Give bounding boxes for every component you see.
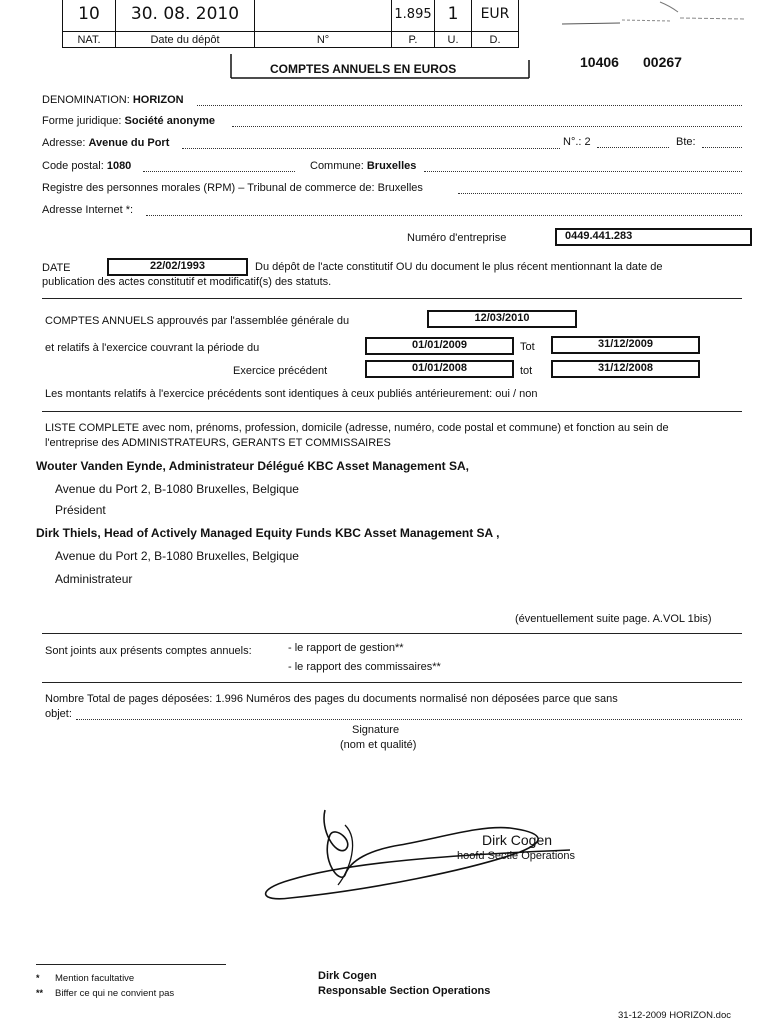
commune-field <box>310 160 416 172</box>
person-2-role: Administrateur <box>55 572 133 586</box>
date-value: 30. 08. 2010 <box>130 4 240 24</box>
adresse-dotted-line <box>182 148 560 149</box>
person-2-address: Avenue du Port 2, B-1080 Bruxelles, Belgique <box>55 549 299 563</box>
footnote-1-mark: * <box>36 973 40 983</box>
tot-label-1: Tot <box>520 341 535 353</box>
header-scribble <box>560 0 750 30</box>
d-cell <box>472 0 519 32</box>
person-1-name: Wouter Vanden Eynde, Administrateur Délégué KBC Asset Management SA, <box>36 459 469 473</box>
footnote-2: Biffer ce qui ne convient pas <box>55 988 175 999</box>
joints-label: Sont joints aux présents comptes annuels: <box>45 645 252 657</box>
u-value: 1 <box>447 4 459 24</box>
identical-amounts-text: Les montants relatifs à l'exercice précédents sont identiques à ceux publiés antérieurement: oui / non <box>45 388 538 400</box>
nat-value: 10 <box>78 4 100 24</box>
suite-note: (éventuellement suite page. A.VOL 1bis) <box>515 613 712 625</box>
divider-1 <box>42 298 742 299</box>
divider-3 <box>42 633 742 634</box>
date-description-line2: publication des actes constitutif et modificatif(s) des statuts. <box>42 276 332 288</box>
adresse-field <box>42 137 169 149</box>
stamp-role: hoofd Sectie Operations <box>457 850 576 862</box>
reference-number-b: 00267 <box>643 54 682 70</box>
approved-date-value: 12/03/2010 <box>474 312 530 324</box>
forme-field <box>42 115 215 127</box>
liste-intro-line2: l'entreprise des ADMINISTRATEURS, GERANTS ET COMMISSAIRES <box>45 437 391 449</box>
divider-2 <box>42 411 742 412</box>
period-to-value: 31/12/2009 <box>597 338 654 350</box>
footnote-1: Mention facultative <box>55 973 135 984</box>
previous-from-box <box>365 360 514 378</box>
numero-entreprise-box <box>555 228 752 246</box>
commune-label: Commune: <box>310 160 364 172</box>
previous-from-value: 01/01/2008 <box>411 362 468 374</box>
approved-label: COMPTES ANNUELS approuvés par l'assemblée générale du <box>45 315 350 327</box>
adresse-value: Avenue du Port <box>88 137 170 149</box>
code-postal-label: Code postal: <box>42 160 104 172</box>
pages-dotted-line <box>76 719 742 720</box>
date-description-line1: Du dépôt de l'acte constitutif OU du document le plus récent mentionnant la date de <box>255 261 663 273</box>
joints-item-1: - le rapport de gestion** <box>288 642 404 654</box>
boite-label: Bte: <box>676 136 696 148</box>
signer-name: Dirk Cogen <box>318 970 377 982</box>
previous-to-box <box>551 360 700 378</box>
numero-entreprise-value: 0449.441.283 <box>565 230 633 242</box>
reference-number-a: 10406 <box>580 54 619 70</box>
denomination-label: DENOMINATION: <box>42 94 130 106</box>
document-filename: 31-12-2009 HORIZON.doc <box>618 1010 731 1021</box>
signature-sublabel: (nom et qualité) <box>340 739 417 751</box>
page-title: COMPTES ANNUELS EN EUROS <box>270 62 457 76</box>
date-label: Date du dépôt <box>116 32 255 48</box>
nat-label: NAT. <box>63 32 116 48</box>
numero-rue: N°.: 2 <box>563 136 591 148</box>
u-cell <box>435 0 472 32</box>
person-1-role: Président <box>55 503 106 517</box>
signer-role: Responsable Section Operations <box>318 985 491 997</box>
internet-dotted-line <box>146 215 742 216</box>
commune-value: Bruxelles <box>366 160 417 172</box>
approved-date-box <box>427 310 577 328</box>
tot-label-2: tot <box>520 365 533 377</box>
denomination-value: HORIZON <box>132 94 184 106</box>
liste-intro-line1: LISTE COMPLETE avec nom, prénoms, profession, domicile (adresse, numéro, code postal et commune) et fonction au sein de <box>45 422 669 434</box>
forme-dotted-line <box>232 126 742 127</box>
numero-entreprise-label: Numéro d'entreprise <box>407 232 507 244</box>
denomination-field <box>42 94 184 106</box>
deposit-header-table <box>62 0 519 48</box>
forme-value: Société anonyme <box>124 115 216 127</box>
code-postal-value: 1080 <box>106 160 132 172</box>
forme-label: Forme juridique: <box>42 115 122 127</box>
date-acte-value: 22/02/1993 <box>149 260 206 272</box>
date-label: DATE <box>42 262 71 274</box>
previous-label: Exercice précédent <box>233 365 328 377</box>
footnote-2-mark: ** <box>36 988 44 998</box>
nat-cell <box>63 0 116 32</box>
rpm-label: Registre des personnes morales (RPM) – Tribunal de commerce de: Bruxelles <box>42 182 423 194</box>
person-1-address: Avenue du Port 2, B-1080 Bruxelles, Belgique <box>55 482 299 496</box>
signature-label: Signature <box>352 724 400 736</box>
stamp-name: Dirk Cogen <box>482 832 553 848</box>
d-value: EUR <box>480 6 510 22</box>
num-label: N° <box>255 32 392 48</box>
person-2-name: Dirk Thiels, Head of Actively Managed Equity Funds KBC Asset Management SA , <box>36 526 500 540</box>
num-cell <box>255 0 392 32</box>
adresse-label: Adresse: <box>42 137 86 149</box>
date-cell <box>116 0 255 32</box>
pages-line-2: objet: <box>45 708 72 720</box>
divider-4 <box>42 682 742 683</box>
code-postal-dotted-line <box>143 171 295 172</box>
period-to-box <box>551 336 700 354</box>
p-label: P. <box>392 32 435 48</box>
rpm-dotted-line <box>458 193 742 194</box>
internet-label: Adresse Internet *: <box>42 204 134 216</box>
boite-dotted-line <box>702 147 742 148</box>
period-from-box <box>365 337 514 355</box>
code-postal-field <box>42 160 131 172</box>
u-label: U. <box>435 32 472 48</box>
commune-dotted-line <box>424 171 742 172</box>
denomination-dotted-line <box>197 105 742 106</box>
numero-rue-dotted-line <box>597 147 669 148</box>
period-from-value: 01/01/2009 <box>411 339 468 351</box>
footnote-rule <box>36 964 226 965</box>
pages-line-1: Nombre Total de pages déposées: 1.996 Numéros des pages du documents normalisé non déposées parce que sans <box>45 693 618 705</box>
period-label: et relatifs à l'exercice couvrant la période du <box>45 342 260 354</box>
p-value: 1.895 <box>394 6 432 22</box>
joints-item-2: - le rapport des commissaires** <box>288 661 441 673</box>
d-label: D. <box>472 32 519 48</box>
previous-to-value: 31/12/2008 <box>597 362 654 374</box>
date-acte-box <box>107 258 248 276</box>
p-cell <box>392 0 435 32</box>
